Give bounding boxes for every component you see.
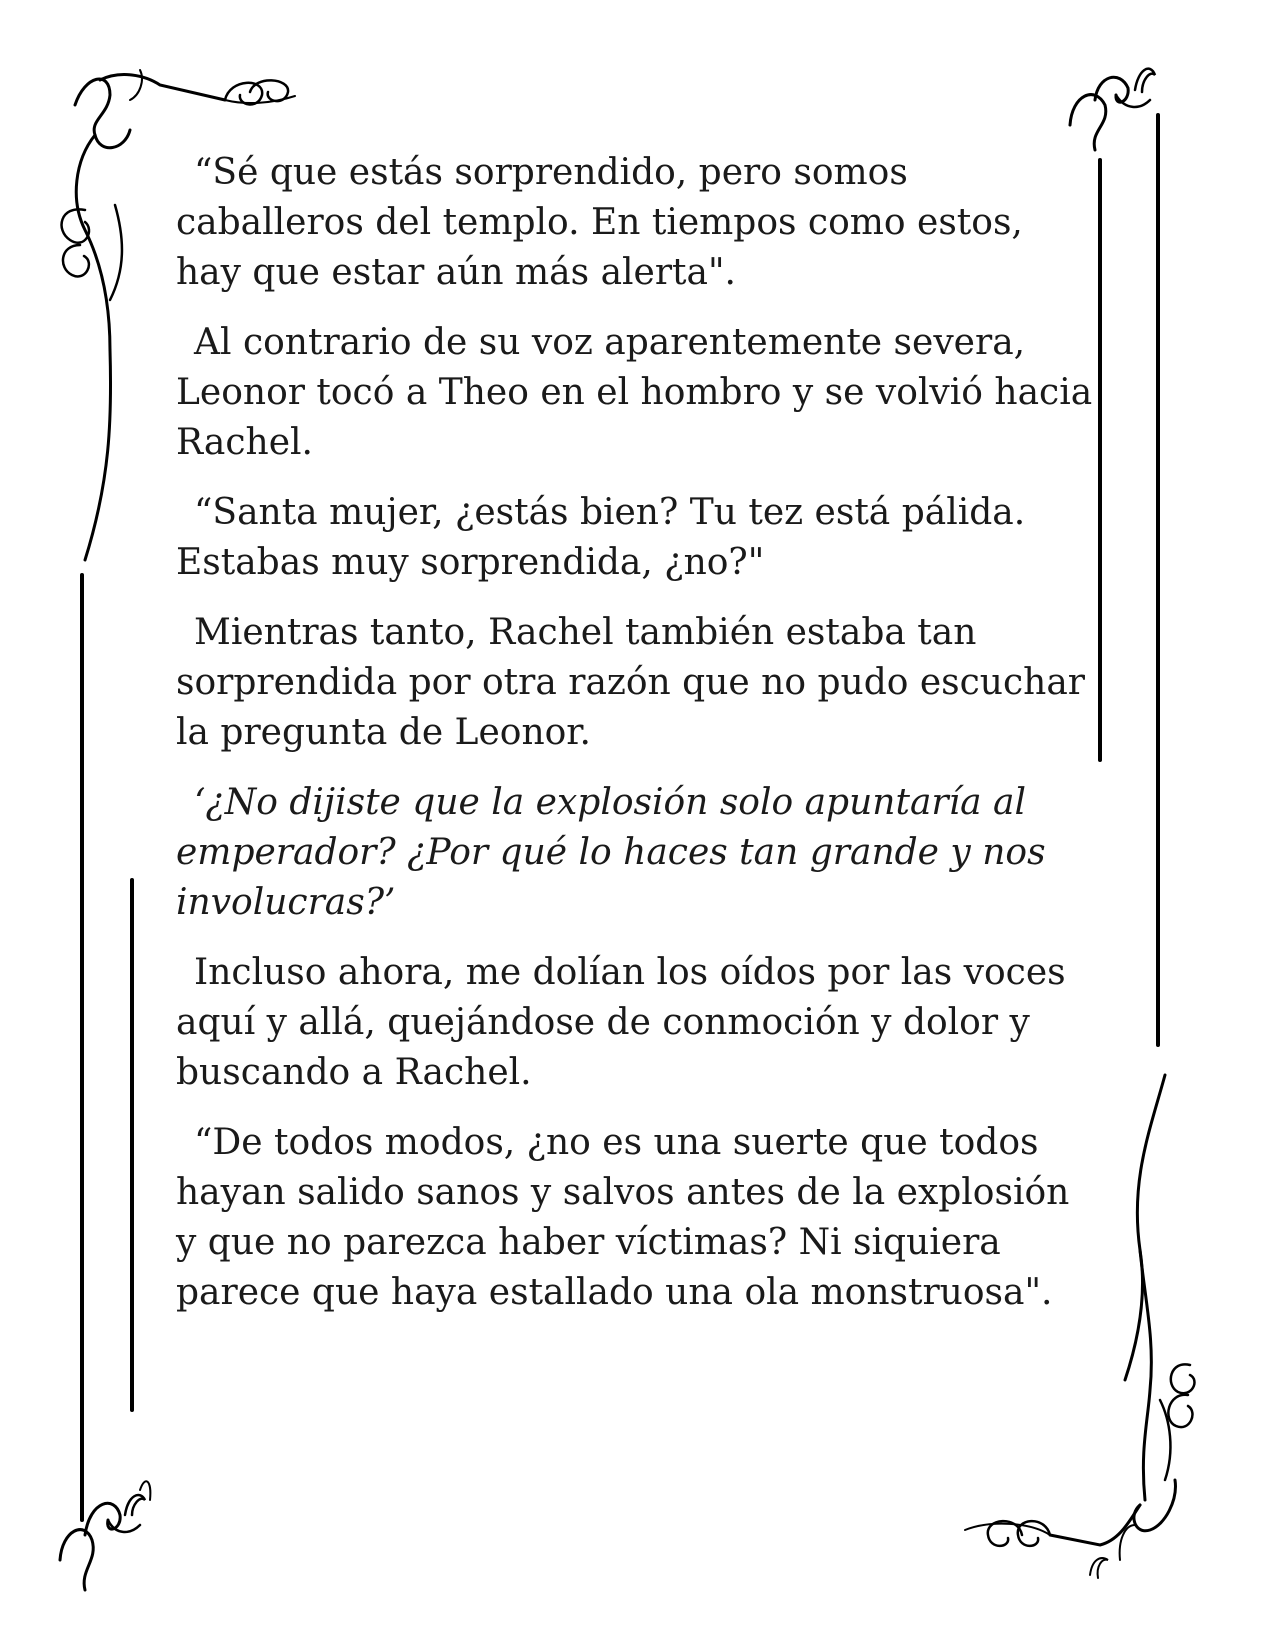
paragraph: Al contrario de su voz aparentemente severa, Leonor tocó a Theo en el hombro y se volvió hacia Rachel.: [176, 322, 1093, 463]
paragraph: “De todos modos, ¿no es una suerte que todos hayan salido sanos y salvos antes de la explosión y que no parezca haber víctimas? Ni siquiera parece que haya estallado una ola monstruosa".: [176, 1122, 1070, 1313]
paragraph: Mientras tanto, Rachel también estaba tan sorprendida por otra razón que no pudo escuchar la pregunta de Leonor.: [176, 612, 1085, 753]
inner-thought-paragraph: ‘¿No dijiste que la explosión solo apuntaría al emperador? ¿Por qué lo haces tan grande y nos involucras?’: [176, 782, 1046, 923]
paragraph: “Sé que estás sorprendido, pero somos caballeros del templo. En tiempos como estos, hay que estar aún más alerta".: [176, 152, 1023, 293]
story-text: [176, 148, 1096, 1338]
bottom-left-flourish-icon: [60, 1481, 150, 1590]
paragraph: “Santa mujer, ¿estás bien? Tu tez está pálida. Estabas muy sorprendida, ¿no?": [176, 492, 1026, 583]
paragraph: Incluso ahora, me dolían los oídos por las voces aquí y allá, quejándose de conmoción y dolor y buscando a Rachel.: [176, 952, 1066, 1093]
top-right-flourish-icon: [1070, 69, 1155, 150]
